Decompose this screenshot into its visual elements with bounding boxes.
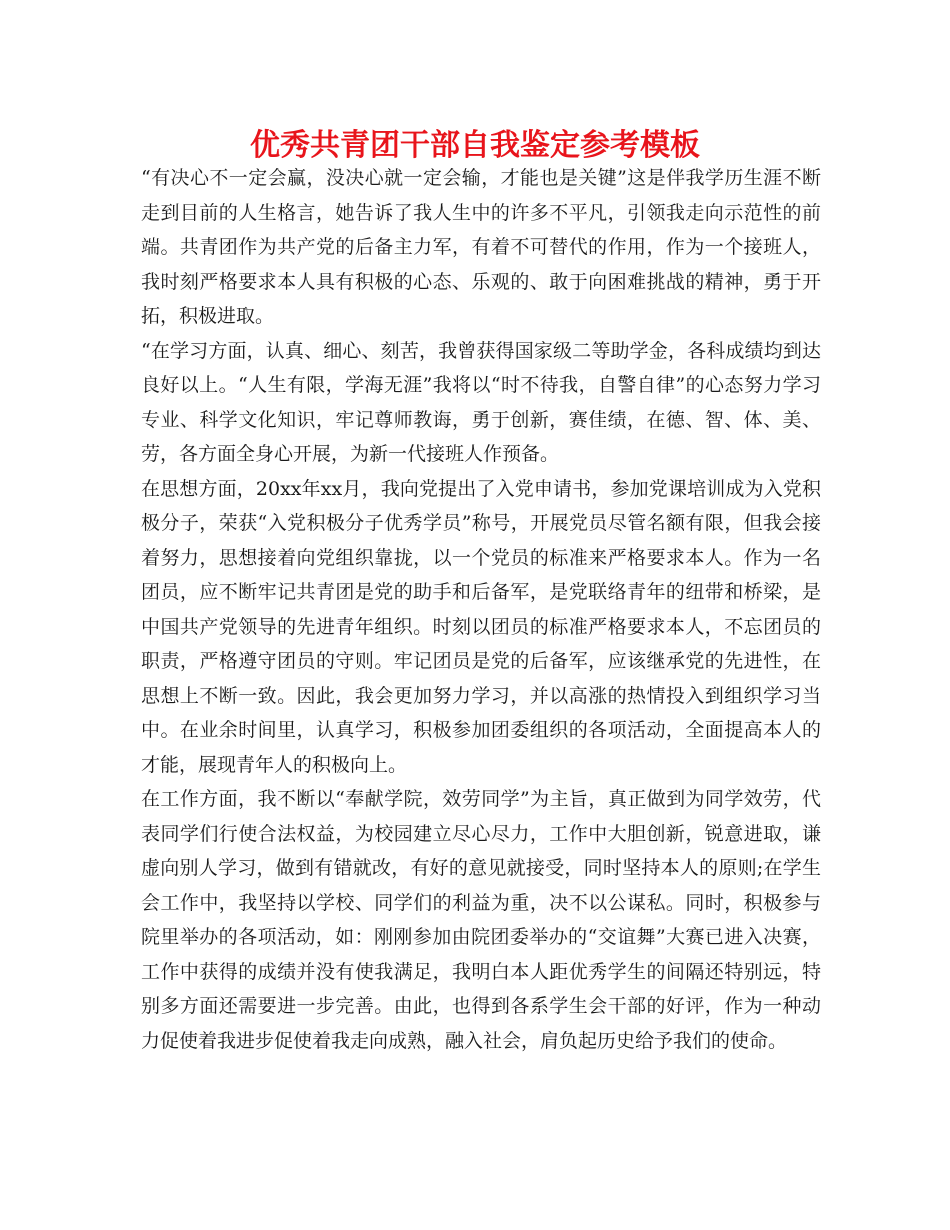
paragraph-thought: 在思想方面，20xx年xx月，我向党提出了入党申请书，参加党课培训成为入党积极分子，荣获“入党积极分子优秀学员”称号，开展党员尽管名额有限，但我会接着努力，思想接着向党组织靠拢，以一个党员的标准来严格要求本人。作为一名团员，应不断牢记共青团是党的助手和后备军，是党联络青年的纽带和桥梁，是中国共产党领导的先进青年组织。时刻以团员的标准严格要求本人，不忘团员的职责，严格遵守团员的守则。牢记团员是党的后备军，应该继承党的先进性，在思想上不断一致。因此，我会更加努力学习，并以高涨的热情投入到组织学习当中。在业余时间里，认真学习，积极参加团委组织的各项活动，全面提高本人的才能，展现青年人的积极向上。 (141, 477, 821, 776)
document-body (141, 161, 821, 1058)
document-title: 优秀共青团干部自我鉴定参考模板 (250, 128, 700, 163)
paragraph-intro: “有决心不一定会赢，没决心就一定会输，才能也是关键”这是伴我学历生涯不断走到目前的人生格言，她告诉了我人生中的许多不平凡，引领我走向示范性的前端。共青团作为共产党的后备主力军，有着不可替代的作用，作为一个接班人，我时刻严格要求本人具有积极的心态、乐观的、敢于向困难挑战的精神，勇于开拓，积极进取。 (141, 167, 821, 327)
paragraph-study: “在学习方面，认真、细心、刻苦，我曾获得国家级二等助学金，各科成绩均到达良好以上。“人生有限，学海无涯”我将以“时不待我，自警自律”的心态努力学习专业、科学文化知识，牢记尊师教诲，勇于创新，赛佳绩，在德、智、体、美、劳，各方面全身心开展，为新一代接班人作预备。 (141, 339, 821, 465)
paragraph-work: 在工作方面，我不断以“奉献学院，效劳同学”为主旨，真正做到为同学效劳，代表同学们行使合法权益，为校园建立尽心尽力，工作中大胆创新，锐意进取，谦虚向别人学习，做到有错就改，有好的意见就接受，同时坚持本人的原则;在学生会工作中，我坚持以学校、同学们的利益为重，决不以公谋私。同时，积极参与院里举办的各项活动，如：刚刚参加由院团委举办的“交谊舞”大赛已进入决赛，工作中获得的成绩并没有使我满足，我明白本人距优秀学生的间隔还特别远，特别多方面还需要进一步完善。由此，也得到各系学生会干部的好评，作为一种动力促使着我进步促使着我走向成熟，融入社会，肩负起历史给予我们的使命。 (141, 788, 821, 1052)
